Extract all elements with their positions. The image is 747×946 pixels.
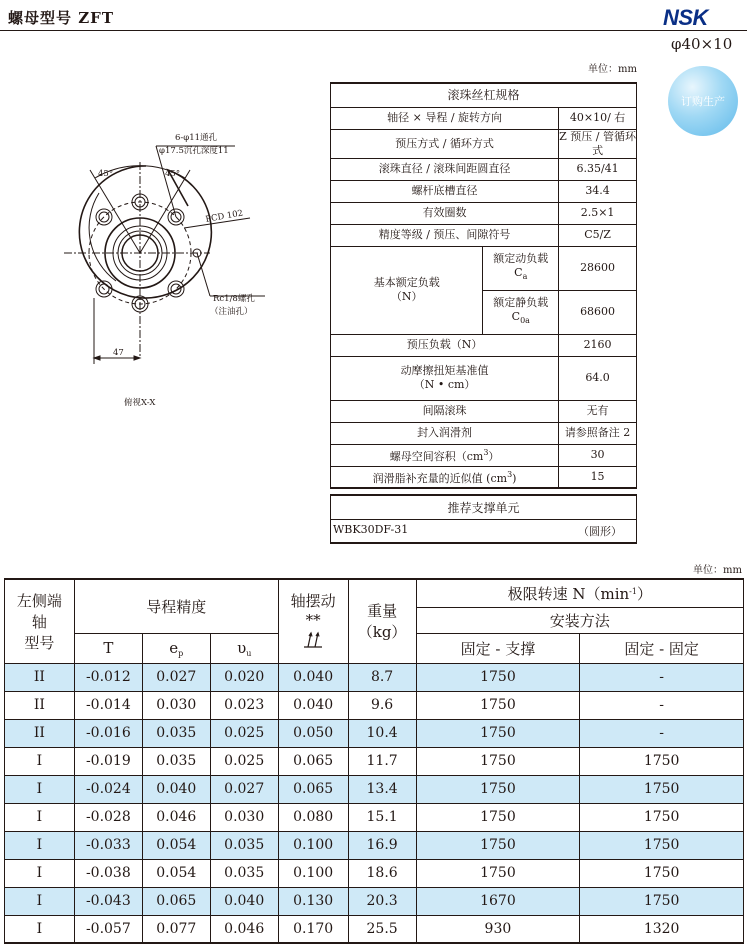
cell-weight: 13.4 [348,775,416,803]
cell-weight: 18.6 [348,859,416,887]
cell-runout: 0.100 [278,859,348,887]
cell-ep: 0.035 [142,747,210,775]
col-vu-symbol: υ [237,638,247,657]
spec-value: 40×10/ 右 [559,107,637,129]
col-mounting-method: 安装方法 [416,607,743,633]
cell-ep: 0.035 [142,719,210,747]
lead-accuracy-table [4,578,744,944]
spec-label: 滚珠直径 / 滚珠间距圆直径 [331,158,559,180]
cell-ep: 0.054 [142,859,210,887]
ball-screw-spec-table [330,82,637,489]
cell-fixed-support: 930 [416,915,580,943]
cell-runout: 0.065 [278,747,348,775]
cell-fixed-fixed: 1750 [580,859,744,887]
nut-volume-tail: ） [488,450,500,463]
cell-shaft-type: I [5,775,75,803]
col-ep-symbol: e [169,638,179,657]
angle-line-right [140,170,190,253]
cell-weight: 11.7 [348,747,416,775]
cell-shaft-type: I [5,831,75,859]
cell-vu: 0.030 [210,803,278,831]
cell-vu: 0.027 [210,775,278,803]
col-shaft-type [5,579,75,663]
table-row [5,663,744,691]
spec-value: C5/Z [559,224,637,246]
cell-weight: 20.3 [348,887,416,915]
angle-label-left: 45° [98,169,114,179]
spec-label: 预压方式 / 循环方式 [331,129,559,158]
spec-value: Z 预压 / 管循环式 [559,129,636,157]
page-title: 螺母型号 ZFT [8,9,114,27]
cell-ep: 0.027 [142,663,210,691]
cell-fixed-support: 1750 [416,775,580,803]
cell-ep: 0.046 [142,803,210,831]
runout-symbol-icon [301,629,325,649]
torque-label-line-2: （N • cm） [413,378,476,391]
spec-label: 精度等级 / 预压、间隙符号 [331,224,559,246]
col-weight-line-1: 重量 [367,602,398,621]
cell-shaft-type: I [5,803,75,831]
cell-vu: 0.023 [210,691,278,719]
brand-logo: NSK [663,5,708,30]
spec-value: 34.4 [559,180,637,202]
cell-weight: 9.6 [348,691,416,719]
cell-fixed-fixed: 1750 [580,803,744,831]
col-speed-sup: -1 [629,586,637,596]
cell-vu: 0.025 [210,747,278,775]
col-T: T [74,633,142,663]
dynamic-load-value: 28600 [559,246,637,290]
cell-fixed-support: 1750 [416,691,580,719]
static-load-label [483,290,559,334]
header-divider [0,30,747,31]
load-group-line-1: 基本额定负载 [373,276,440,289]
cell-fixed-fixed: 1750 [580,831,744,859]
grease-refill-tail: ) [512,471,517,485]
cell-fixed-fixed: 1750 [580,747,744,775]
static-load-text: 额定静负载 [493,296,549,309]
cell-T: -0.043 [74,887,142,915]
col-fixed-fixed: 固定 - 固定 [580,633,744,663]
cell-ep: 0.040 [142,775,210,803]
cell-shaft-type: II [5,691,75,719]
cell-vu: 0.020 [210,663,278,691]
cell-fixed-fixed: - [580,719,744,747]
nut-volume-sup: 3 [483,448,489,457]
cell-ep: 0.077 [142,915,210,943]
table-row [5,915,744,943]
col-vu-subscript: u [246,648,252,658]
dim-arrow-left [94,356,100,360]
cell-T: -0.012 [74,663,142,691]
cell-runout: 0.065 [278,775,348,803]
order-badge-label: 订购生产 [681,95,725,108]
col-speed-tail: ） [636,584,652,603]
table-row [5,775,744,803]
table-row [5,831,744,859]
dim-arrow-right [134,356,140,360]
nut-volume-label [331,444,559,466]
unit-label-top: 单位：mm [588,64,637,75]
col-ep-subscript: p [178,648,184,658]
cell-fixed-support: 1750 [416,803,580,831]
col-runout [278,579,348,663]
grease-refill-text: 润滑脂补充量的近似值 (cm [372,471,508,485]
preload-value: 2160 [559,334,637,356]
table-row [5,747,744,775]
torque-value: 64.0 [559,356,637,400]
hole-note-2: φ17.5沉孔深度11 [159,146,229,156]
col-weight-line-2: （kg） [357,623,407,642]
table-row [5,887,744,915]
pcd-label: PCD 102 [204,208,244,225]
oil-hole-label-2: （注油孔） [210,307,253,317]
preload-label: 预压负载（N） [331,334,559,356]
cell-shaft-type: II [5,663,75,691]
cell-fixed-fixed: 1750 [580,775,744,803]
col-fixed-support: 固定 - 支撑 [416,633,580,663]
dynamic-load-text: 额定动负载 [493,252,549,265]
cell-shaft-type: I [5,859,75,887]
spec-label: 有效圈数 [331,202,559,224]
cell-ep: 0.065 [142,887,210,915]
spec-label: 轴径 × 导程 / 旋转方向 [331,107,559,129]
cell-fixed-fixed: - [580,691,744,719]
cell-vu: 0.035 [210,831,278,859]
spec-value: 6.35/41 [559,158,637,180]
cell-weight: 10.4 [348,719,416,747]
nut-flange-drawing [60,118,330,418]
load-group-line-2: （N） [390,290,423,303]
cell-T: -0.019 [74,747,142,775]
grease-refill-label [331,466,559,488]
col-runout-line-1: 轴摆动 [290,591,336,610]
cell-fixed-support: 1670 [416,887,580,915]
col-speed-limit [416,579,743,607]
spec-label: 螺杆底槽直径 [331,180,559,202]
order-production-badge[interactable] [668,66,738,136]
cell-fixed-support: 1750 [416,747,580,775]
angle-line-left [90,170,140,253]
dynamic-load-label [483,246,559,290]
cell-T: -0.057 [74,915,142,943]
col-vu [210,633,278,663]
torque-label [331,356,559,400]
table-row [5,719,744,747]
oil-hole-label-1: Rc1/8螺孔 [213,294,255,304]
leader-hole [156,146,176,217]
cell-shaft-type: I [5,887,75,915]
cell-runout: 0.170 [278,915,348,943]
table-row [5,691,744,719]
col-speed-text: 极限转速 N（min [507,584,630,603]
spec-table-title: 滚珠丝杠规格 [331,83,637,107]
cell-weight: 8.7 [348,663,416,691]
dimension-47: 47 [113,348,124,358]
cell-vu: 0.035 [210,859,278,887]
cell-runout: 0.040 [278,663,348,691]
static-load-value: 68600 [559,290,637,334]
support-table-title: 推荐支撑单元 [331,495,637,519]
spec-value: 2.5×1 [559,202,637,224]
cell-shaft-type: I [5,915,75,943]
grease-refill-sup: 3 [507,469,513,479]
bolt-hole [168,281,184,297]
cell-T: -0.038 [74,859,142,887]
cell-fixed-support: 1750 [416,663,580,691]
spacer-ball-value: 无有 [559,400,637,422]
col-weight [348,579,416,663]
cell-vu: 0.040 [210,887,278,915]
cell-vu: 0.025 [210,719,278,747]
cell-ep: 0.054 [142,831,210,859]
col-shaft-type-line-3: 型号 [24,633,55,652]
cell-shaft-type: I [5,747,75,775]
cell-T: -0.028 [74,803,142,831]
lubricant-value: 请参照备注 2 [559,422,637,444]
nut-volume-value: 30 [559,444,637,466]
cell-fixed-support: 1750 [416,831,580,859]
cell-weight: 25.5 [348,915,416,943]
static-load-symbol: C [511,310,521,323]
cell-T: -0.024 [74,775,142,803]
cell-runout: 0.130 [278,887,348,915]
nut-volume-text: 螺母空间容积（cm [389,450,484,463]
torque-label-line-1: 动摩擦扭矩基准值 [400,364,489,377]
col-shaft-type-line-1: 左侧端 [16,591,62,610]
size-spec: φ40×10 [671,35,733,53]
cell-runout: 0.050 [278,719,348,747]
cell-fixed-support: 1750 [416,859,580,887]
lead-accuracy-rows [5,663,744,943]
spacer-ball-label: 间隔滚珠 [331,400,559,422]
basic-load-rating-label [331,246,483,334]
cell-weight: 16.9 [348,831,416,859]
cell-shaft-type: II [5,719,75,747]
angle-label-right: 45° [165,169,181,179]
cell-runout: 0.040 [278,691,348,719]
cell-T: -0.014 [74,691,142,719]
cell-fixed-fixed: 1750 [580,887,744,915]
hole-note-1: 6-φ11通孔 [175,133,218,143]
unit-label-mid: 单位：mm [693,565,742,576]
cell-fixed-fixed: 1320 [580,915,744,943]
cell-fixed-support: 1750 [416,719,580,747]
dynamic-load-symbol: C [514,266,523,279]
support-unit-model: WBK30DF-31 [333,522,409,536]
cell-T: -0.033 [74,831,142,859]
table-row [5,803,744,831]
col-shaft-type-line-2: 轴 [31,612,47,631]
lubricant-label: 封入润滑剂 [331,422,559,444]
cell-vu: 0.046 [210,915,278,943]
support-unit-shape: （圆形） [578,524,622,538]
grease-refill-value: 15 [559,466,637,488]
col-runout-line-2: ** [305,610,321,629]
view-label: 俯视X-X [124,398,156,408]
cell-ep: 0.030 [142,691,210,719]
col-ep [142,633,210,663]
leader-oil [197,253,210,296]
cell-runout: 0.100 [278,831,348,859]
table-row [5,859,744,887]
cell-T: -0.016 [74,719,142,747]
static-load-subscript: 0a [520,316,530,325]
cell-fixed-fixed: - [580,663,744,691]
col-lead-accuracy: 导程精度 [74,579,278,633]
dynamic-load-subscript: a [522,272,528,281]
support-unit-table [330,494,637,544]
support-unit-row [331,519,637,543]
cell-weight: 15.1 [348,803,416,831]
cell-runout: 0.080 [278,803,348,831]
